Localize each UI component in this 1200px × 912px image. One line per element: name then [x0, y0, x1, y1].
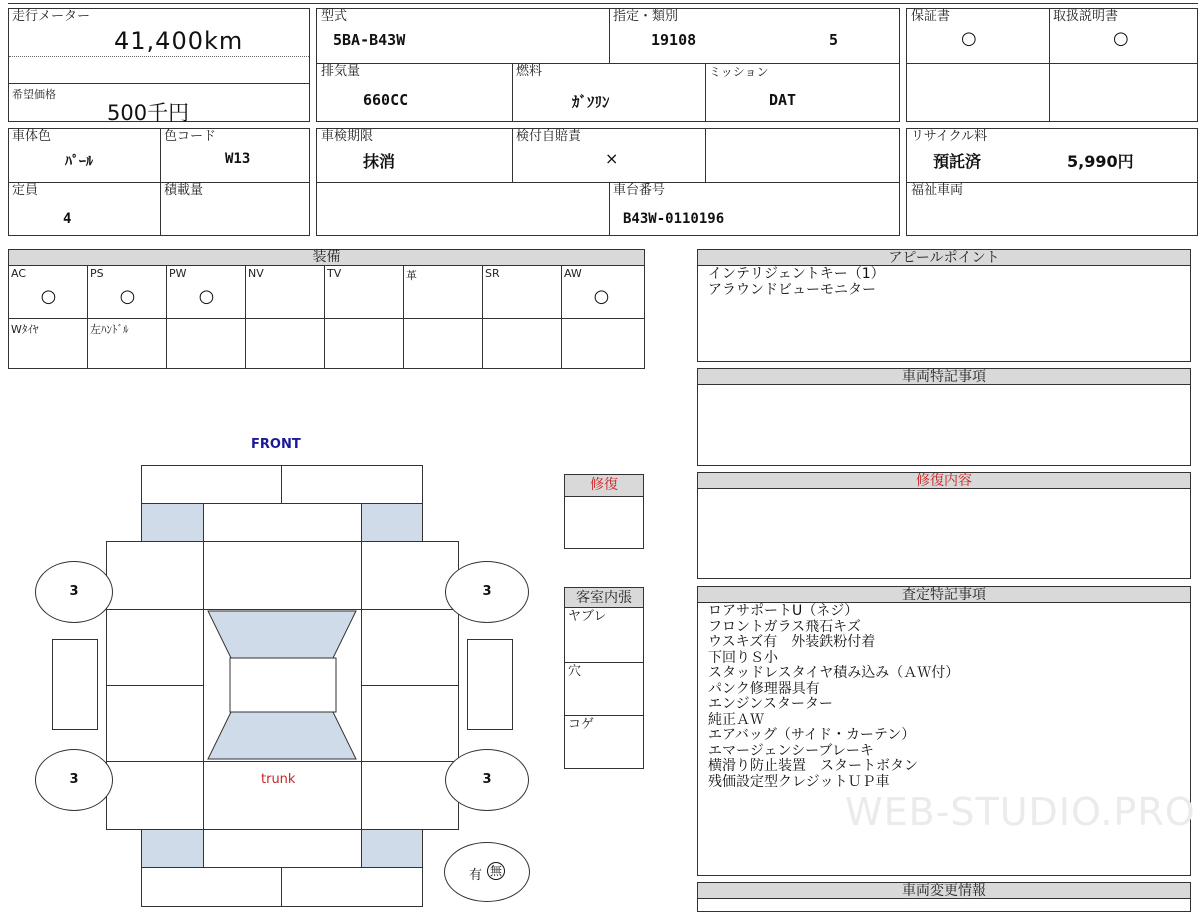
equipment-label: AC — [11, 267, 27, 280]
watermark: WEB-STUDIO.PRO — [845, 790, 1196, 834]
inspection-divider-h — [317, 182, 899, 183]
color-label: 車体色 — [12, 129, 52, 144]
equipment-cell-NV — [246, 266, 325, 318]
recycle-status: 預託済 — [933, 152, 982, 171]
change-info-title: 車両変更情報 — [698, 883, 1190, 899]
equipment-cell-革 — [404, 266, 483, 318]
remarks-title: 車両特記事項 — [698, 369, 1190, 385]
documents-box — [906, 8, 1198, 122]
front-label: FRONT — [251, 437, 301, 452]
right-quarter-divider — [361, 761, 459, 762]
repair-title: 修復 — [565, 475, 643, 497]
model-value: 5BA-B43W — [333, 31, 406, 49]
car-diagram — [30, 430, 550, 900]
rear-windshield — [208, 712, 356, 759]
manual-value: ○ — [1113, 28, 1129, 49]
equipment-label: Wﾀｲﾔ — [11, 323, 39, 336]
insurance-value: × — [605, 149, 619, 168]
designation-value-2: 5 — [829, 31, 839, 49]
right-door-divider — [361, 685, 459, 686]
price-label: 希望価格 — [12, 88, 56, 101]
spec-box — [316, 8, 900, 122]
change-info-panel — [697, 882, 1191, 912]
equipment-row-bottom — [9, 368, 565, 369]
fuel-label: 燃料 — [516, 64, 543, 79]
equipment-cell-PW — [167, 266, 246, 318]
trunk-divider — [203, 761, 361, 762]
assessment-title: 査定特記事項 — [698, 587, 1190, 603]
windows-svg — [203, 609, 361, 761]
recycle-label: リサイクル料 — [911, 129, 988, 144]
recycle-amount: 5,990円 — [1067, 152, 1134, 171]
spare-yes-label: 有 — [469, 868, 483, 883]
rear-right-light — [361, 829, 423, 868]
equipment-cell-row2 — [9, 319, 88, 368]
mission-value: DAT — [769, 91, 797, 109]
price-value: 500千円 — [107, 101, 190, 125]
capacity-value: 4 — [63, 211, 72, 227]
colorcode-value: W13 — [225, 151, 251, 167]
equipment-label: PW — [169, 267, 187, 280]
equipment-cell-AC — [9, 266, 88, 318]
recycle-box — [906, 128, 1198, 236]
equipment-cell-row2 — [325, 319, 404, 368]
warranty-value: ○ — [961, 28, 977, 49]
left-fender-divider — [106, 609, 203, 610]
appeal-title: アピールポイント — [698, 250, 1190, 266]
model-label: 型式 — [321, 9, 348, 24]
welfare-label: 福祉車両 — [911, 183, 964, 198]
equipment-cell-row2 — [88, 319, 167, 368]
color-box — [8, 128, 310, 236]
equipment-title: 装備 — [9, 250, 644, 266]
spec-divider-2 — [512, 63, 513, 121]
rear-panel — [203, 829, 362, 868]
equipment-row-divider — [9, 318, 644, 319]
mileage-value: 41,400km — [114, 27, 244, 55]
mileage-divider — [9, 56, 309, 57]
front-hood-top — [203, 503, 362, 542]
front-bumper-right — [281, 465, 423, 504]
equipment-cell-TV — [325, 266, 404, 318]
equipment-label: AW — [564, 267, 582, 280]
appeal-panel — [697, 249, 1191, 362]
interior-box — [564, 587, 644, 769]
front-right-light — [361, 503, 423, 542]
left-mirror — [52, 639, 98, 730]
warranty-label: 保証書 — [911, 9, 951, 24]
displacement-label: 排気量 — [321, 64, 361, 79]
tire-rear-left: 3 — [35, 749, 113, 811]
equipment-cell-SR — [483, 266, 562, 318]
spec-divider-3 — [705, 63, 706, 121]
interior-title: 客室内張 — [565, 588, 643, 608]
load-label: 積載量 — [164, 183, 204, 198]
rear-left-light — [141, 829, 204, 868]
rear-bumper-right — [281, 867, 423, 907]
equipment-label: PS — [90, 267, 104, 280]
manual-label: 取扱説明書 — [1053, 9, 1119, 24]
inspection-label: 車検期限 — [321, 129, 374, 144]
designation-label: 指定・類別 — [613, 9, 679, 24]
documents-divider — [1049, 9, 1050, 121]
roof-panel — [230, 658, 336, 712]
tire-front-right: 3 — [445, 561, 529, 623]
assessment-text: ロアサポートU（ネジ） フロントガラス飛石キズ ウスキズ有 外装鉄粉付着 下回りＳ小 スタッドレスタイヤ積み込み（ＡＷ付） パンク修理器具有 エンジンスターター 純正ＡＷ エアバッグ（サイド・カーテン） エマージェンシーブレーキ 横滑り防止装置 スタートボタン 残価設定型クレジットＵＰ車 — [708, 603, 960, 790]
front-windshield — [208, 611, 356, 658]
equipment-label: SR — [485, 267, 500, 280]
left-quarter-divider — [106, 761, 203, 762]
capacity-label: 定員 — [12, 183, 39, 198]
equipment-cell-row2 — [246, 319, 325, 368]
mileage-price-box — [8, 8, 310, 125]
repair-content-title: 修復内容 — [698, 473, 1190, 489]
equipment-mark: ○ — [119, 286, 136, 307]
inspection-value: 抹消 — [363, 152, 396, 171]
fuel-value: ｶﾞｿﾘﾝ — [572, 93, 610, 111]
inspection-divider-1 — [512, 129, 513, 182]
chassis-divider — [609, 182, 610, 235]
interior-divider-1 — [565, 662, 643, 663]
spare-no-label: 無 — [487, 862, 505, 880]
equipment-mark: ○ — [593, 286, 610, 307]
repair-box — [564, 474, 644, 549]
spare-tire-indicator — [444, 842, 530, 902]
equipment-cell-row2 — [167, 319, 246, 368]
spec-divider-1 — [609, 9, 610, 63]
mileage-label: 走行メーター — [12, 9, 91, 24]
front-left-light — [141, 503, 204, 542]
equipment-cell-AW — [562, 266, 641, 318]
remarks-panel — [697, 368, 1191, 466]
chassis-value: B43W-0110196 — [623, 211, 725, 227]
mission-label: ミッション — [709, 65, 769, 79]
equipment-table — [8, 249, 645, 369]
color-divider-h — [9, 182, 309, 183]
inspection-divider-2 — [705, 129, 706, 182]
spec-divider-h — [317, 63, 899, 64]
left-door-divider — [106, 685, 203, 686]
color-value: ﾊﾟｰﾙ — [65, 154, 93, 170]
right-fender-divider — [361, 609, 459, 610]
displacement-value: 660CC — [363, 91, 409, 109]
front-bumper-left — [141, 465, 282, 504]
equipment-cell-PS — [88, 266, 167, 318]
equipment-cell-row2 — [483, 319, 562, 368]
equipment-mark: ○ — [198, 286, 215, 307]
interior-item-hole: 穴 — [568, 664, 582, 679]
chassis-label: 車台番号 — [613, 183, 666, 198]
equipment-mark: ○ — [40, 286, 57, 307]
equipment-cell-row2 — [404, 319, 483, 368]
interior-divider-2 — [565, 715, 643, 716]
tire-front-left: 3 — [35, 561, 113, 623]
top-partial-border — [8, 0, 1198, 4]
appeal-text: インテリジェントキー（1） アラウンドビューモニター — [708, 266, 885, 298]
documents-divider-h — [907, 63, 1197, 64]
equipment-label: NV — [248, 267, 264, 280]
equipment-label: 革 — [406, 269, 417, 282]
insurance-label: 検付自賠責 — [516, 129, 582, 144]
equipment-label: TV — [327, 267, 342, 280]
interior-item-burn: コゲ — [568, 717, 595, 732]
equipment-label: 左ﾊﾝﾄﾞﾙ — [90, 323, 129, 336]
price-divider — [9, 83, 309, 84]
colorcode-label: 色コード — [164, 129, 217, 144]
designation-value-1: 19108 — [651, 31, 697, 49]
inspection-box — [316, 128, 900, 236]
trunk-label: trunk — [261, 772, 296, 787]
rear-bumper-left — [141, 867, 282, 907]
tire-rear-right: 3 — [445, 749, 529, 811]
interior-item-tear: ヤブレ — [568, 609, 607, 624]
right-mirror — [467, 639, 513, 730]
repair-content-panel — [697, 472, 1191, 579]
